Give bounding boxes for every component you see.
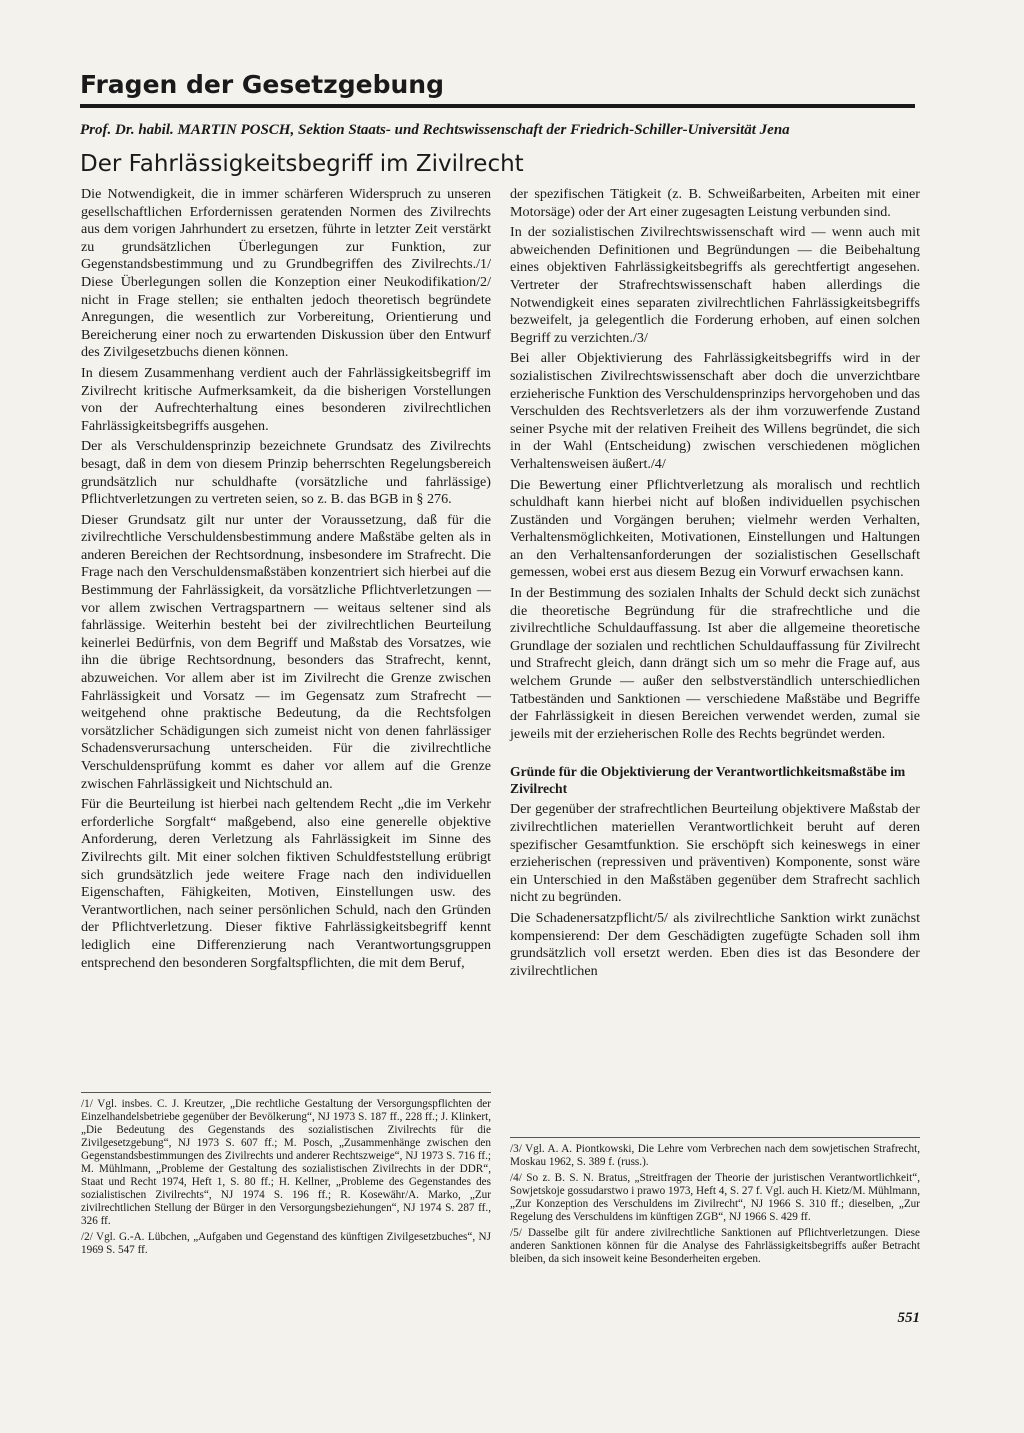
section-header: Fragen der Gesetzgebung	[80, 70, 444, 99]
footnotes-left	[81, 1098, 491, 1260]
footnote: /3/ Vgl. A. A. Piontkowski, Die Lehre vom Verbrechen nach dem sowjetischen Strafrecht, Moskau 1962, S. 389 f. (russ.).	[510, 1143, 920, 1168]
subheading: Gründe für die Objektivierung der Verantwortlichkeitsmaßstäbe im Zivilrecht	[510, 764, 906, 797]
footnotes-right	[510, 1143, 920, 1269]
paragraph: Der als Verschuldensprinzip bezeichnete Grundsatz des Zivilrechts besagt, daß in dem von diesem Prinzip beherrschten Regelungsbereich grundsätzlich nur schuldhafte (vorsätzliche und fahrlässige) Pflichtverletzungen zu vertreten seien, so z. B. das BGB in § 276.	[81, 438, 491, 508]
paragraph: Die Schadenersatzpflicht/5/ als zivilrechtliche Sanktion wirkt zunächst kompensierend: Der dem Geschädigten zugefügte Schaden soll ihm grundsätzlich voll ersetzt werden. Eben dies ist das Besondere der zivilrechtlichen	[510, 909, 920, 979]
left-column	[81, 186, 491, 975]
paragraph: In diesem Zusammenhang verdient auch der Fahrlässigkeitsbegriff im Zivilrecht kritische Aufmerksamkeit, da die bisherigen Vorstellungen von der Aufrechterhaltung eines besonderen zivilrechtlichen Fahrlässigkeitsbegriffs ausgehen.	[81, 364, 491, 434]
paragraph: In der sozialistischen Zivilrechtswissenschaft wird — wenn auch mit abweichenden Definitionen und Begründungen — die Beibehaltung eines objektiven Fahrlässigkeitsbegriffs als gerechtfertigt angesehen. Vertreter der Strafrechtswissenschaft haben allerdings die Notwendigkeit eines separaten zivilrechtlichen Fahrlässigkeitsbegriffs bezweifelt, ja gelegentlich die Forderung erhoben, auf einen solchen Begriff zu verzichten./3/	[510, 224, 920, 346]
paragraph: der spezifischen Tätigkeit (z. B. Schweißarbeiten, Arbeiten mit einer Motorsäge) oder der Art einer zugesagten Leistung verbunden sind.	[510, 186, 920, 220]
paragraph: Der gegenüber der strafrechtlichen Beurteilung objektivere Maßstab der zivilrechtlichen materiellen Verantwortlichkeit beruht auf deren spezifischer Gesamtfunktion. Sie erschöpft sich keineswegs in einer erzieherischen (repressiven und präventiven) Komponente, sonst wäre ein Unterschied in den Maßstäben gegenüber dem Strafrecht sachlich nicht zu begründen.	[510, 801, 920, 906]
page-number: 551	[897, 1310, 920, 1326]
paragraph: Für die Beurteilung ist hierbei nach geltendem Recht „die im Verkehr erforderliche Sorgfalt“ maßgebend, also eine generelle objektive Anforderung, deren Verletzung als Fahrlässigkeit im Sinne des Zivilrechts gilt. Mit einer solchen fiktiven Schuldfeststellung erübrigt sich grundsätzlich jede weitere Frage nach den individuellen Eigenschaften, Fähigkeiten, Motiven, Einstellungen usw. des Verantwortlichen, nach seiner persönlichen Schuld, nach den Gründen der Pflichtverletzung. Dieser fiktive Fahrlässigkeitsbegriff kennt lediglich eine Differenzierung nach Verantwortungsgruppen entsprechend den besonderen Sorgfaltspflichten, die mit dem Beruf,	[81, 796, 491, 971]
paragraph: Die Notwendigkeit, die in immer schärferen Widerspruch zu unseren gesellschaftlichen Erfordernissen geratenden Normen des Zivilrechts aus dem vorigen Jahrhundert zu ersetzen, führte in letzter Zeit verstärkt zu grundsätzlichen Überlegungen zur Funktion, zur Gegenstandsbestimmung und zu Grundbegriffen des Zivilrechts./1/ Diese Überlegungen sollen die Konzeption einer Neukodifikation/2/ nicht in Frage stellen; sie enthalten jedoch theoretisch begründete Anregungen, die wesentlich zur Vorbereitung, Orientierung und Bereicherung einer noch zu erwartenden Diskussion über den Entwurf des Zivilgesetzbuchs dienen können.	[81, 186, 491, 361]
paragraph: Die Bewertung einer Pflichtverletzung als moralisch und rechtlich schuldhaft kann hierbei nicht auf bloßen individuellen psychischen Zuständen und Vorgängen beruhen; vielmehr werden Verhalten, Verhaltensmöglichkeiten, Motivationen, Einstellungen und Haltungen an den Verhaltensanforderungen der sozialistischen Gesellschaft gemessen, wobei erst aus diesem Bezug ein Vorwurf erwachsen kann.	[510, 476, 920, 581]
footnote-rule-right	[510, 1137, 920, 1138]
right-column	[510, 186, 920, 983]
footnote: /2/ Vgl. G.-A. Lübchen, „Aufgaben und Gegenstand des künftigen Zivilgesetzbuches“, NJ 1969 S. 547 ff.	[81, 1231, 491, 1256]
footnote: /4/ So z. B. S. N. Bratus, „Streitfragen der Theorie der juristischen Verantwortlichkeit“, Sowjetskoje gossudarstwo i prawo 1973, Heft 4, S. 27 f. Vgl. auch H. Kietz/M. Mühlmann, „Zur Konzeption des Verschuldens im Zivilrecht“, NJ 1966 S. 310 ff.; dieselben, „Zur Regelung des Verschuldens im künftigen ZGB“, NJ 1966 S. 429 ff.	[510, 1172, 920, 1223]
footnote: /5/ Dasselbe gilt für andere zivilrechtliche Sanktionen auf Pflichtverletzungen. Diese anderen Sanktionen können für die Analyse des Fahrlässigkeitsbegriffs außer Betracht bleiben, da sich insoweit keine Besonderheiten ergeben.	[510, 1227, 920, 1265]
header-rule	[80, 104, 915, 108]
author-line: Prof. Dr. habil. MARTIN POSCH, Sektion Staats- und Rechtswissenschaft der Friedrich-Schiller-Universität Jena	[80, 122, 790, 138]
footnote: /1/ Vgl. insbes. C. J. Kreutzer, „Die rechtliche Gestaltung der Versorgungspflichten der Einzelhandelsbetriebe gegenüber der Bevölkerung“, NJ 1973 S. 187 ff., 228 ff.; J. Klinkert, „Die Bedeutung des Gegenstands des sozialistischen Zivilrechts für die Zivilgesetzgebung“, NJ 1973 S. 607 ff.; M. Posch, „Zusammenhänge zwischen den Gegenstandsbestimmungen des Zivilrechts und anderer Rechtszweige“, NJ 1973 S. 716 ff.; M. Mühlmann, „Probleme der Gestaltung des sozialistischen Zivilrechts in der DDR“, Staat und Recht 1974, Heft 1, S. 80 ff.; H. Kellner, „Probleme des Gegenstandes des sozialistischen Zivilrechts“, NJ 1974 S. 196 ff.; R. Kosewähr/A. Marko, „Zur zivilrechtlichen Stellung der Bürger in den Versorgungsbeziehungen“, NJ 1974 S. 287 ff., 326 ff.	[81, 1098, 491, 1227]
paragraph: Dieser Grundsatz gilt nur unter der Voraussetzung, daß für die zivilrechtliche Verschuldensbestimmung andere Maßstäbe gelten als in anderen Bereichen der Rechtsordnung, insbesondere im Strafrecht. Die Frage nach den Verschuldensmaßstäben konzentriert sich hierbei auf die Bestimmung der Fahrlässigkeit, da vorsätzliche Pflichtverletzungen — vor allem zwischen Vertragspartnern — weitaus seltener sind als fahrlässige. Weiterhin besteht bei der zivilrechtlichen Beurteilung keinerlei Bedürfnis, von dem Begriff und Maßstab des Vorsatzes, wie ihn die übrige Rechtsordnung, besonders das Strafrecht, kennt, abzuweichen. Vor allem aber ist im Zivilrecht die Grenze zwischen Fahrlässigkeit und Vorsatz — im Gegensatz zum Strafrecht — weitgehend ohne praktische Bedeutung, da die Rechtsfolgen vorsätzlicher Schädigungen sich zumeist nicht von denen fahrlässiger Schadensverursachung unterscheiden. Für die zivilrechtliche Verschuldensprüfung kommt es daher vor allem auf die Grenze zwischen Fahrlässigkeit und Nichtschuld an.	[81, 511, 491, 792]
article-title: Der Fahrlässigkeitsbegriff im Zivilrecht	[80, 151, 524, 177]
paragraph: Bei aller Objektivierung des Fahrlässigkeitsbegriffs wird in der sozialistischen Zivilrechtswissenschaft aber doch die unverzichtbare erzieherische Funktion des Verschuldensprinzips hervorgehoben und das Verschulden des Rechtsverletzers als der ihm vorzuwerfende Zustand seiner Psyche mit der relativen Freiheit des Willens begründet, die sich in der Wahl (Entscheidung) zwischen verschiedenen möglichen Verhaltensweisen äußert./4/	[510, 350, 920, 472]
paragraph: In der Bestimmung des sozialen Inhalts der Schuld deckt sich zunächst die theoretische Begründung für die strafrechtliche und die zivilrechtliche Schuldauffassung. Ist aber die allgemeine theoretische Grundlage der sozialen und rechtlichen Schuldauffassung für Zivilrecht und Strafrecht gleich, dann drängt sich um so mehr die Frage auf, aus welchem Grunde — außer den selbstverständlich unterschiedlichen Tatbeständen und Sanktionen — verschiedene Maßstäbe und Begriffe der Fahrlässigkeit in diesen Bereichen verwendet werden, zumal sie jeweils mit der erzieherischen Rolle des Rechts begründet werden.	[510, 585, 920, 742]
footnote-rule-left	[81, 1092, 491, 1093]
